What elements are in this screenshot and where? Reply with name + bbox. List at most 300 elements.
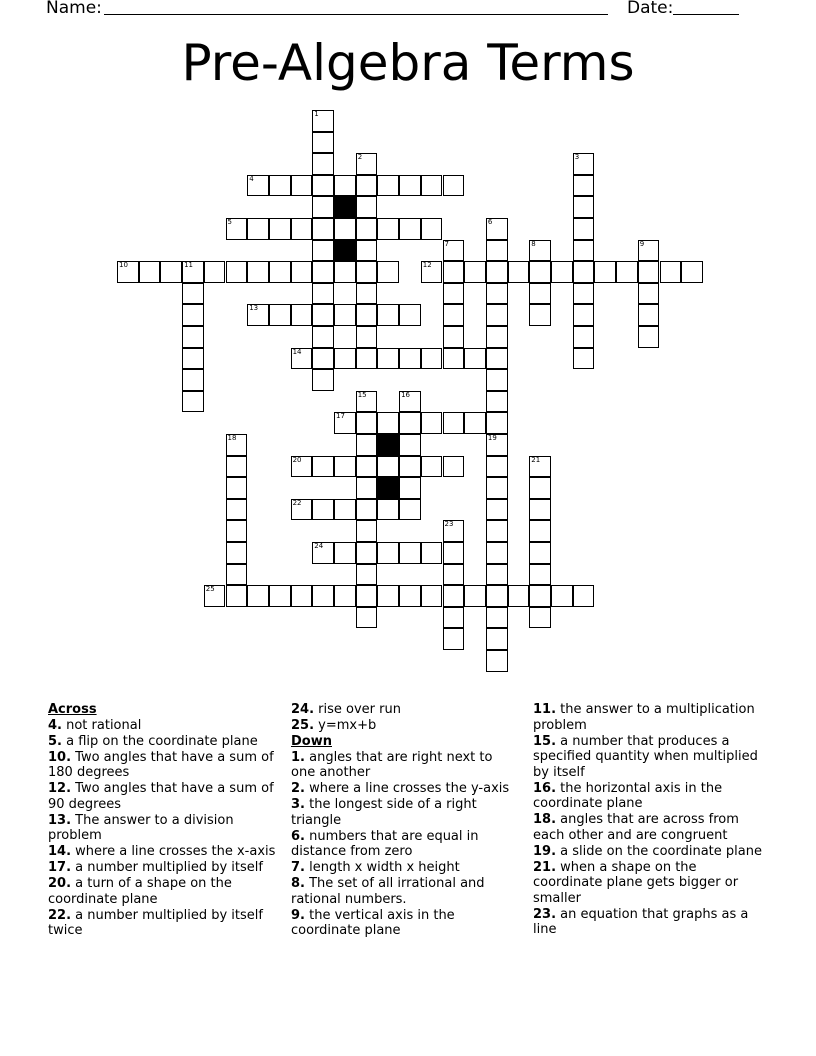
crossword-cell[interactable] — [247, 218, 269, 240]
crossword-cell[interactable] — [312, 369, 334, 391]
crossword-cell[interactable] — [508, 585, 530, 607]
crossword-cell[interactable] — [573, 348, 595, 370]
crossword-cell[interactable] — [464, 261, 486, 283]
clue-item — [48, 750, 283, 781]
clue-text: the longest side of a right triangle — [291, 797, 477, 828]
crossword-cell[interactable] — [529, 564, 551, 586]
clue-number: 20. — [48, 876, 72, 891]
clue-item — [48, 876, 283, 907]
clue-number: 19. — [533, 843, 557, 859]
crossword-cell[interactable] — [377, 412, 399, 434]
crossword-cell[interactable] — [399, 477, 421, 499]
crossword-cell[interactable] — [312, 542, 334, 564]
crossword-cell[interactable] — [399, 218, 421, 240]
clue-number: 11. — [533, 702, 557, 717]
crossword-cell[interactable] — [356, 542, 378, 564]
down-heading: Down — [291, 734, 332, 749]
crossword-cell[interactable] — [573, 304, 595, 326]
crossword-black-cell — [334, 196, 356, 218]
crossword-cell[interactable] — [638, 261, 660, 283]
clue-item — [291, 876, 517, 907]
crossword-cell[interactable] — [486, 564, 508, 586]
crossword-cell[interactable] — [291, 348, 313, 370]
crossword-cell[interactable] — [334, 304, 356, 326]
clue-number: 2. — [291, 781, 305, 796]
crossword-cell[interactable] — [486, 520, 508, 542]
crossword-cell[interactable] — [399, 348, 421, 370]
clue-number: 25. — [291, 718, 315, 733]
crossword-cell[interactable] — [421, 348, 443, 370]
clue-text: The answer to a division problem — [48, 812, 234, 843]
clue-item — [533, 907, 768, 938]
clue-item — [291, 750, 517, 781]
clue-text: angles that are across from each other and are congruent — [533, 812, 739, 843]
crossword-cell[interactable] — [334, 456, 356, 478]
crossword-cell[interactable] — [226, 261, 248, 283]
crossword-cell[interactable] — [421, 412, 443, 434]
cell-number: 14 — [292, 347, 302, 356]
crossword-black-cell — [377, 477, 399, 499]
crossword-cell[interactable] — [356, 175, 378, 197]
clue-number: 12. — [48, 781, 72, 796]
crossword-cell[interactable] — [573, 218, 595, 240]
crossword-cell[interactable] — [377, 348, 399, 370]
crossword-cell[interactable] — [443, 240, 465, 262]
clue-text: Two angles that have a sum of 90 degrees — [48, 781, 274, 812]
crossword-cell[interactable] — [377, 499, 399, 521]
crossword-cell[interactable] — [573, 196, 595, 218]
crossword-cell[interactable] — [269, 261, 291, 283]
cell-number: 9 — [639, 239, 645, 248]
clue-number: 21. — [533, 859, 557, 875]
date-label: Date: — [627, 0, 674, 18]
cell-number: 25 — [205, 585, 215, 594]
crossword-cell[interactable] — [638, 240, 660, 262]
crossword-cell[interactable] — [594, 261, 616, 283]
crossword-cell[interactable] — [226, 218, 248, 240]
crossword-cell[interactable] — [638, 304, 660, 326]
clue-column-1 — [48, 702, 283, 939]
clue-text: where a line crosses the y-axis — [304, 781, 510, 796]
crossword-cell[interactable] — [356, 218, 378, 240]
crossword-cell[interactable] — [269, 218, 291, 240]
crossword-cell[interactable] — [486, 240, 508, 262]
clue-item — [533, 812, 768, 843]
crossword-cell[interactable] — [247, 585, 269, 607]
crossword-cell[interactable] — [182, 326, 204, 348]
crossword-cell[interactable] — [312, 326, 334, 348]
crossword-cell[interactable] — [182, 369, 204, 391]
crossword-cell[interactable] — [486, 607, 508, 629]
crossword-cell[interactable] — [443, 348, 465, 370]
clue-text: a number multiplied by itself — [71, 860, 263, 875]
clue-text: The set of all irrational and rational numbers. — [291, 876, 485, 907]
clue-text: when a shape on the coordinate plane gets bigger or smaller — [533, 859, 739, 906]
clue-number: 18. — [533, 812, 557, 827]
crossword-cell[interactable] — [356, 283, 378, 305]
crossword-cell[interactable] — [486, 283, 508, 305]
clue-item — [533, 844, 768, 860]
crossword-cell[interactable] — [334, 585, 356, 607]
crossword-cell[interactable] — [377, 218, 399, 240]
clue-item — [533, 702, 768, 733]
crossword-cell[interactable] — [312, 175, 334, 197]
crossword-cell[interactable] — [291, 175, 313, 197]
crossword-cell[interactable] — [443, 585, 465, 607]
crossword-cell[interactable] — [312, 456, 334, 478]
crossword-cell[interactable] — [182, 261, 204, 283]
clue-text: a slide on the coordinate plane — [556, 843, 762, 859]
crossword-cell[interactable] — [399, 391, 421, 413]
crossword-cell[interactable] — [312, 153, 334, 175]
crossword-cell[interactable] — [486, 542, 508, 564]
clue-text: the vertical axis in the coordinate plane — [291, 907, 455, 938]
crossword-cell[interactable] — [291, 456, 313, 478]
crossword-cell[interactable] — [377, 456, 399, 478]
crossword-cell[interactable] — [529, 542, 551, 564]
clue-item — [48, 813, 283, 844]
clue-number: 6. — [291, 828, 305, 844]
crossword-cell[interactable] — [377, 304, 399, 326]
crossword-cell[interactable] — [269, 175, 291, 197]
crossword-cell[interactable] — [638, 283, 660, 305]
crossword-cell[interactable] — [529, 585, 551, 607]
cell-number: 15 — [357, 390, 367, 399]
crossword-cell[interactable] — [226, 520, 248, 542]
crossword-cell[interactable] — [486, 456, 508, 478]
crossword-cell[interactable] — [486, 326, 508, 348]
clue-number: 24. — [291, 702, 315, 717]
clue-column-2 — [291, 702, 517, 939]
crossword-cell[interactable] — [486, 585, 508, 607]
clue-text: not rational — [61, 717, 142, 733]
crossword-cell[interactable] — [443, 412, 465, 434]
crossword-cell[interactable] — [356, 240, 378, 262]
crossword-cell[interactable] — [269, 304, 291, 326]
crossword-cell[interactable] — [529, 261, 551, 283]
clue-number: 10. — [48, 749, 72, 765]
crossword-cell[interactable] — [681, 261, 703, 283]
crossword-cell[interactable] — [291, 218, 313, 240]
page-title: Pre-Algebra Terms — [181, 34, 635, 92]
crossword-cell[interactable] — [356, 326, 378, 348]
crossword-cell[interactable] — [638, 326, 660, 348]
crossword-cell[interactable] — [464, 585, 486, 607]
crossword-cell[interactable] — [334, 499, 356, 521]
clue-number: 16. — [533, 780, 557, 796]
crossword-cell[interactable] — [312, 218, 334, 240]
cell-number: 20 — [292, 455, 302, 464]
crossword-cell[interactable] — [356, 564, 378, 586]
crossword-cell[interactable] — [117, 261, 139, 283]
clue-number: 5. — [48, 733, 62, 749]
crossword-cell[interactable] — [486, 434, 508, 456]
crossword-cell[interactable] — [421, 175, 443, 197]
clue-text: numbers that are equal in distance from zero — [291, 828, 479, 859]
crossword-cell[interactable] — [312, 196, 334, 218]
clue-item — [48, 781, 283, 812]
crossword-cell[interactable] — [356, 196, 378, 218]
clue-item — [533, 860, 768, 907]
crossword-cell[interactable] — [377, 175, 399, 197]
crossword-cell[interactable] — [182, 391, 204, 413]
crossword-cell[interactable] — [312, 261, 334, 283]
crossword-cell[interactable] — [443, 607, 465, 629]
cell-number: 23 — [444, 520, 454, 529]
clue-item — [291, 829, 517, 860]
crossword-cell[interactable] — [486, 477, 508, 499]
crossword-cell[interactable] — [334, 218, 356, 240]
crossword-cell[interactable] — [616, 261, 638, 283]
clue-text: a number multiplied by itself twice — [48, 907, 263, 938]
crossword-cell[interactable] — [334, 542, 356, 564]
crossword-cell[interactable] — [356, 434, 378, 456]
crossword-cell[interactable] — [573, 240, 595, 262]
cell-number: 7 — [444, 239, 449, 248]
clue-item — [291, 908, 517, 939]
crossword-cell[interactable] — [312, 240, 334, 262]
clue-text: length x width x height — [304, 860, 460, 875]
crossword-cell[interactable] — [529, 283, 551, 305]
crossword-cell[interactable] — [551, 261, 573, 283]
crossword-cell[interactable] — [464, 348, 486, 370]
crossword-cell[interactable] — [486, 261, 508, 283]
crossword-cell[interactable] — [139, 261, 161, 283]
crossword-cell[interactable] — [356, 153, 378, 175]
crossword-cell[interactable] — [421, 456, 443, 478]
crossword-cell[interactable] — [377, 585, 399, 607]
crossword-cell[interactable] — [204, 585, 226, 607]
crossword-cell[interactable] — [356, 607, 378, 629]
clue-number: 23. — [533, 906, 557, 922]
crossword-cell[interactable] — [573, 585, 595, 607]
crossword-cell[interactable] — [443, 542, 465, 564]
crossword-cell[interactable] — [529, 304, 551, 326]
clue-text: Two angles that have a sum of 180 degrees — [48, 749, 274, 780]
crossword-cell[interactable] — [204, 261, 226, 283]
clue-item — [291, 781, 517, 797]
crossword-cell[interactable] — [182, 283, 204, 305]
crossword-cell[interactable] — [182, 304, 204, 326]
crossword-cell[interactable] — [529, 477, 551, 499]
crossword-cell[interactable] — [573, 175, 595, 197]
crossword-cell[interactable] — [291, 585, 313, 607]
crossword-cell[interactable] — [486, 499, 508, 521]
crossword-cell[interactable] — [312, 283, 334, 305]
crossword-cell[interactable] — [573, 153, 595, 175]
crossword-cell[interactable] — [160, 261, 182, 283]
crossword-cell[interactable] — [356, 585, 378, 607]
crossword-cell[interactable] — [421, 261, 443, 283]
crossword-cell[interactable] — [486, 348, 508, 370]
cell-number: 3 — [574, 153, 580, 162]
cell-number: 17 — [336, 412, 345, 421]
crossword-cell[interactable] — [486, 304, 508, 326]
clue-item — [533, 734, 768, 781]
crossword-cell[interactable] — [356, 261, 378, 283]
crossword-cell[interactable] — [486, 628, 508, 650]
cell-number: 2 — [357, 153, 363, 162]
crossword-cell[interactable] — [486, 369, 508, 391]
cell-number: 19 — [487, 434, 497, 442]
cell-number: 1 — [314, 110, 319, 118]
crossword-cell[interactable] — [399, 585, 421, 607]
cell-number: 10 — [119, 261, 128, 270]
cell-number: 16 — [401, 390, 411, 399]
clue-number: 1. — [291, 749, 305, 765]
clue-text: the horizontal axis in the coordinate plane — [533, 780, 723, 811]
name-label: Name: — [46, 0, 102, 18]
crossword-cell[interactable] — [551, 585, 573, 607]
crossword-cell[interactable] — [399, 499, 421, 521]
crossword-cell[interactable] — [247, 304, 269, 326]
crossword-cell[interactable] — [529, 456, 551, 478]
crossword-cell[interactable] — [399, 456, 421, 478]
crossword-cell[interactable] — [356, 456, 378, 478]
crossword-cell[interactable] — [399, 175, 421, 197]
crossword-cell[interactable] — [226, 564, 248, 586]
crossword-cell[interactable] — [660, 261, 682, 283]
crossword-cell[interactable] — [443, 283, 465, 305]
crossword-cell[interactable] — [226, 434, 248, 456]
crossword-cell[interactable] — [529, 607, 551, 629]
clue-text: where a line crosses the x-axis — [71, 844, 276, 859]
crossword-cell[interactable] — [529, 240, 551, 262]
clue-item — [48, 734, 283, 750]
crossword-cell[interactable] — [443, 175, 465, 197]
crossword-cell[interactable] — [399, 434, 421, 456]
crossword-cell[interactable] — [486, 391, 508, 413]
crossword-cell[interactable] — [443, 520, 465, 542]
clue-item — [291, 860, 517, 876]
crossword-cell[interactable] — [529, 499, 551, 521]
clue-number: 15. — [533, 733, 557, 749]
clue-item — [48, 718, 283, 734]
crossword-cell[interactable] — [356, 477, 378, 499]
clue-number: 9. — [291, 907, 305, 923]
crossword-cell[interactable] — [573, 261, 595, 283]
clue-item — [48, 908, 283, 939]
crossword-cell[interactable] — [356, 520, 378, 542]
crossword-cell[interactable] — [464, 412, 486, 434]
crossword-cell[interactable] — [334, 261, 356, 283]
crossword-cell[interactable] — [312, 499, 334, 521]
crossword-cell[interactable] — [269, 585, 291, 607]
crossword-cell[interactable] — [399, 304, 421, 326]
crossword-cell[interactable] — [573, 283, 595, 305]
clue-text: an equation that graphs as a line — [533, 906, 749, 937]
clue-number: 3. — [291, 797, 305, 812]
crossword-cell[interactable] — [182, 348, 204, 370]
crossword-cell[interactable] — [399, 412, 421, 434]
crossword-cell[interactable] — [356, 412, 378, 434]
crossword-cell[interactable] — [377, 542, 399, 564]
crossword-cell[interactable] — [443, 261, 465, 283]
clue-number: 7. — [291, 860, 305, 875]
crossword-cell[interactable] — [443, 326, 465, 348]
crossword-cell[interactable] — [226, 477, 248, 499]
cell-number: 13 — [249, 304, 259, 313]
cell-number: 4 — [249, 174, 254, 183]
crossword-cell[interactable] — [486, 412, 508, 434]
crossword-cell[interactable] — [226, 542, 248, 564]
cell-number: 22 — [292, 498, 302, 507]
crossword-cell[interactable] — [421, 542, 443, 564]
clue-text: angles that are right next to one another — [291, 749, 493, 780]
cell-number: 8 — [531, 239, 536, 248]
cell-number: 21 — [531, 455, 541, 464]
clue-item — [291, 797, 517, 828]
crossword-cell[interactable] — [443, 456, 465, 478]
crossword-cell[interactable] — [356, 348, 378, 370]
crossword-cell[interactable] — [291, 499, 313, 521]
cell-number: 11 — [184, 261, 194, 270]
cell-number: 6 — [487, 218, 493, 226]
crossword-cell[interactable] — [247, 261, 269, 283]
crossword-cell[interactable] — [399, 542, 421, 564]
crossword-cell[interactable] — [247, 175, 269, 197]
clue-text: y=mx+b — [314, 718, 377, 733]
crossword-cell[interactable] — [356, 391, 378, 413]
crossword-cell[interactable] — [443, 628, 465, 650]
clue-item — [48, 844, 283, 860]
crossword-cell[interactable] — [377, 261, 399, 283]
crossword-cell[interactable] — [486, 218, 508, 240]
crossword-cell[interactable] — [334, 412, 356, 434]
crossword-cell[interactable] — [421, 585, 443, 607]
crossword-cell[interactable] — [334, 348, 356, 370]
crossword-cell[interactable] — [486, 650, 508, 672]
clue-number: 14. — [48, 844, 72, 859]
crossword-cell[interactable] — [226, 585, 248, 607]
clue-item — [48, 860, 283, 876]
crossword-cell[interactable] — [334, 175, 356, 197]
crossword-cell[interactable] — [312, 132, 334, 154]
crossword-cell[interactable] — [312, 110, 334, 132]
clue-item — [533, 781, 768, 812]
clue-item — [291, 718, 517, 734]
clue-text: a number that produces a specified quantity when multiplied by itself — [533, 733, 758, 780]
clue-text: rise over run — [314, 702, 401, 717]
across-heading: Across — [48, 702, 97, 717]
crossword-cell[interactable] — [443, 304, 465, 326]
crossword-cell[interactable] — [421, 218, 443, 240]
crossword-cell[interactable] — [508, 261, 530, 283]
crossword-cell[interactable] — [226, 499, 248, 521]
clue-number: 4. — [48, 717, 62, 733]
crossword-cell[interactable] — [291, 304, 313, 326]
crossword-cell[interactable] — [312, 348, 334, 370]
clue-text: a turn of a shape on the coordinate plane — [48, 876, 232, 907]
crossword-cell[interactable] — [312, 304, 334, 326]
crossword-black-cell — [334, 240, 356, 262]
crossword-cell[interactable] — [226, 456, 248, 478]
crossword-cell[interactable] — [356, 499, 378, 521]
crossword-cell[interactable] — [356, 304, 378, 326]
crossword-cell[interactable] — [291, 261, 313, 283]
cell-number: 5 — [227, 218, 232, 226]
crossword-cell[interactable] — [573, 326, 595, 348]
crossword-black-cell — [377, 434, 399, 456]
clue-number: 13. — [48, 812, 72, 828]
cell-number: 18 — [227, 434, 237, 442]
clue-column-3 — [533, 702, 768, 938]
crossword-cell[interactable] — [312, 585, 334, 607]
crossword-cell[interactable] — [443, 564, 465, 586]
cell-number: 12 — [422, 261, 432, 270]
crossword-cell[interactable] — [529, 520, 551, 542]
clue-text: a flip on the coordinate plane — [61, 733, 258, 749]
